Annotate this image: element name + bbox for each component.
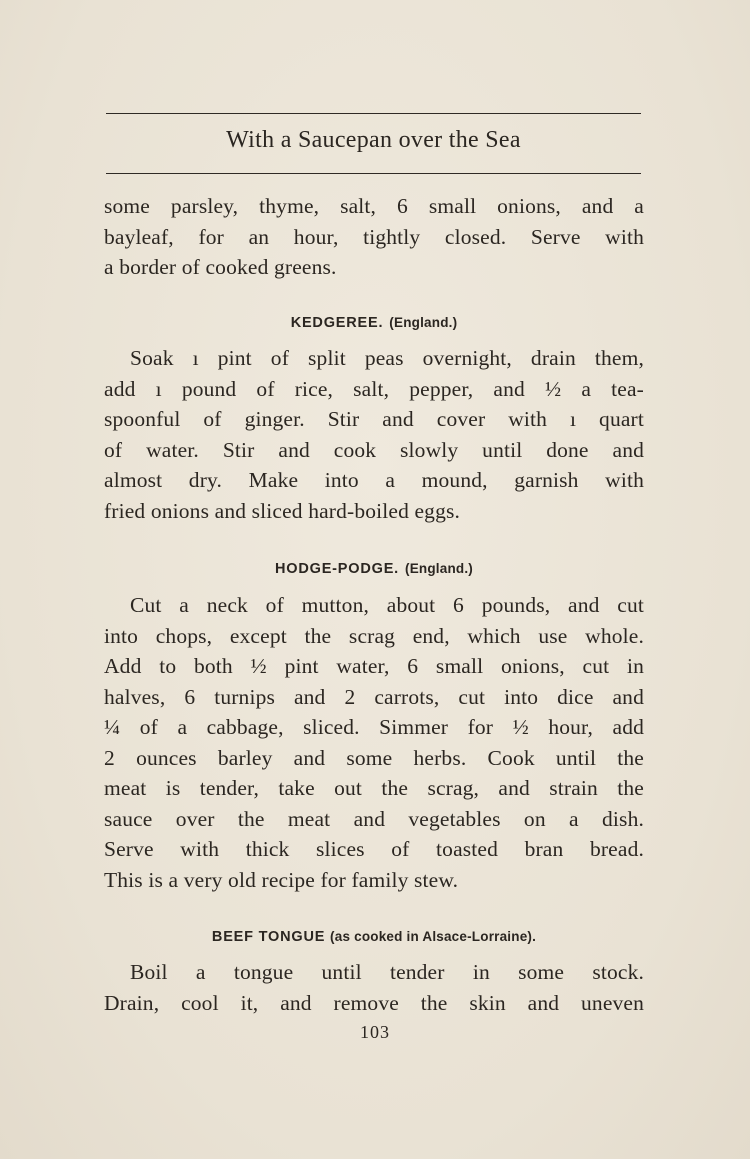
recipe-title: HODGE-PODGE. [275,561,399,577]
recipe-body-kedgeree [104,343,644,526]
text-line: sauce over the meat and vegetables on a dish. [104,806,644,831]
text-line: some parsley, thyme, salt, 6 small onions, and a [104,194,644,218]
page-number: 103 [360,1022,390,1042]
text-line: Drain, cool it, and remove the skin and uneven [104,990,644,1015]
recipe-heading-hodge-podge [104,561,644,577]
text-line: halves, 6 turnips and 2 carrots, cut into dice and [104,684,644,709]
recipe-title: BEEF TONGUE [211,929,326,945]
text-line: 2 ounces barley and some herbs. Cook until the [104,745,644,770]
recipe-heading-kedgeree [104,315,644,331]
text-line: into chops, except the scrag end, which use whole. [104,623,644,648]
recipe-heading-beef-tongue [104,929,644,945]
text-line: a border of cooked greens. [104,255,337,279]
recipe-title: KEDGEREE. [290,315,384,331]
running-head: With a Saucepan over the Sea [226,127,521,153]
intro-paragraph [104,191,644,283]
text-line: This is a very old recipe for family stew. [104,867,459,892]
header-rule-bottom [106,173,641,174]
text-line: ¼ of a cabbage, sliced. Simmer for ½ hour, add [104,715,644,739]
text-line: Soak ı pint of split peas overnight, drain them, [130,346,644,370]
recipe-body-beef-tongue [104,957,644,1018]
recipe-origin: (England.) [389,315,458,330]
header-rule-top [106,113,641,114]
text-line: fried onions and sliced hard-boiled eggs. [104,498,461,523]
text-line: spoonful of ginger. Stir and cover with ı quart [104,407,644,431]
recipe-origin: (as cooked in Alsace-Lorraine). [330,929,537,944]
text-line: meat is tender, take out the scrag, and strain the [104,776,644,800]
text-line: of water. Stir and cook slowly until done and [104,437,644,462]
text-line: Cut a neck of mutton, about 6 pounds, and cut [130,593,644,617]
text-line: Serve with thick slices of toasted bran bread. [104,837,644,861]
text-line: add ı pound of rice, salt, pepper, and ½ a tea- [104,376,644,401]
text-line: almost dry. Make into a mound, garnish with [104,468,644,492]
recipe-origin: (England.) [405,561,473,576]
text-line: Add to both ½ pint water, 6 small onions, cut in [104,654,644,678]
text-line: bayleaf, for an hour, tightly closed. Serve with [104,224,644,249]
recipe-body-hodge-podge [104,590,644,895]
text-line: Boil a tongue until tender in some stock. [130,960,644,984]
